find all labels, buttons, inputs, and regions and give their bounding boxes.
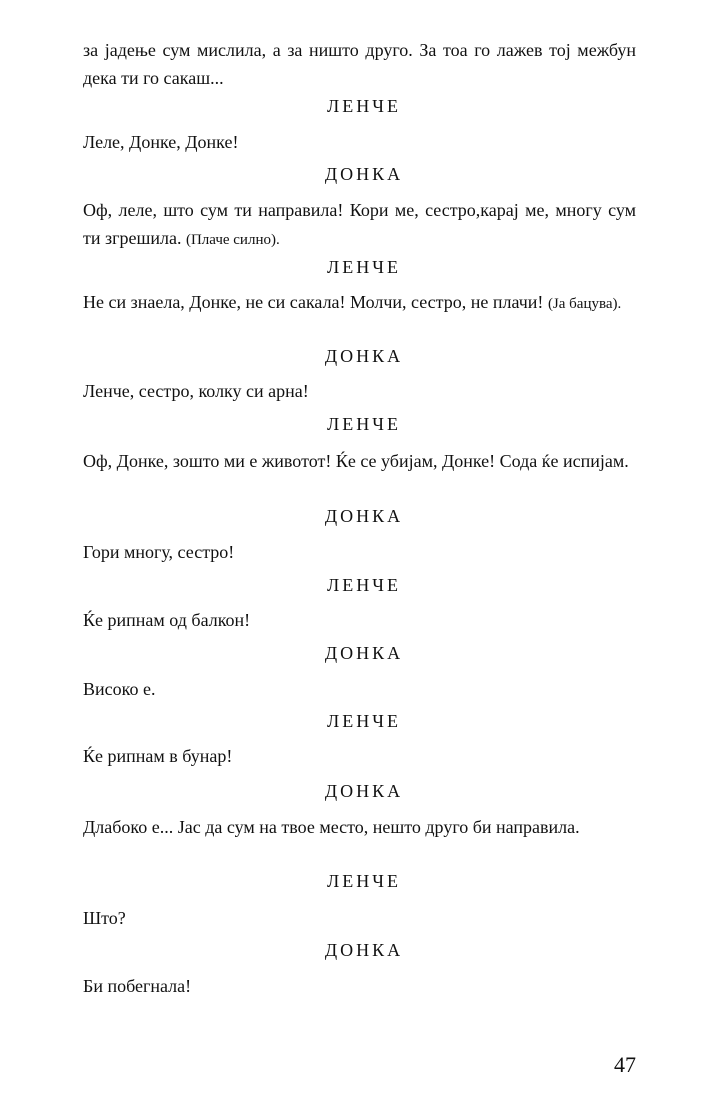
speaker-name — [0, 871, 728, 892]
speaker-name — [0, 346, 728, 367]
speaker-label: ДОНКА — [324, 164, 404, 184]
dialogue-line — [83, 538, 636, 566]
dialogue-line — [83, 447, 636, 475]
stage-direction: (Плаче силно). — [185, 232, 280, 248]
dialogue-line — [83, 196, 636, 254]
speaker-label: ДОНКА — [324, 346, 404, 366]
dialogue-text: Ќе рипнам од балкон! — [83, 610, 251, 630]
dialogue-text-continuation — [83, 36, 636, 92]
speaker-label: ЛЕНЧЕ — [327, 414, 401, 434]
dialogue-line — [83, 606, 636, 634]
dialogue-text: Гори многу, сестро! — [83, 542, 235, 562]
dialogue-text: Што? — [83, 908, 126, 928]
speaker-label: ЛЕНЧЕ — [327, 96, 401, 116]
stage-direction: (Ја бацува). — [547, 296, 622, 312]
speaker-label: ЛЕНЧЕ — [327, 711, 401, 731]
dialogue-line — [83, 742, 636, 770]
dialogue-line — [83, 128, 636, 156]
speaker-name — [0, 575, 728, 596]
speaker-label: ЛЕНЧЕ — [327, 871, 401, 891]
speaker-name — [0, 643, 728, 664]
speaker-name — [0, 506, 728, 527]
speaker-label: ДОНКА — [324, 643, 404, 663]
dialogue-text: Би побегнала! — [83, 976, 192, 996]
dialogue-line — [83, 288, 636, 318]
speaker-label: ДОНКА — [324, 506, 404, 526]
speaker-name — [0, 164, 728, 185]
dialogue-text: Ќе рипнам в бунар! — [83, 746, 233, 766]
dialogue-text: Ленче, сестро, колку си арна! — [83, 381, 309, 401]
dialogue-text: Оф, Донке, зошто ми е животот! Ќе се убијам, Донке! Сода ќе испијам. — [83, 451, 629, 471]
speaker-name — [0, 711, 728, 732]
dialogue-line — [83, 972, 636, 1000]
dialogue-text: Високо е. — [83, 679, 156, 699]
dialogue-text: Оф, леле, што сум ти направила! Кори ме, сестро,карај ме, многу сум ти згрешила. — [83, 200, 636, 248]
speaker-label: ЛЕНЧЕ — [327, 257, 401, 277]
speaker-name — [0, 940, 728, 961]
dialogue-line — [83, 904, 636, 932]
speaker-name — [0, 257, 728, 278]
dialogue-line — [83, 675, 636, 703]
speaker-label: ДОНКА — [324, 781, 404, 801]
speaker-label: ЛЕНЧЕ — [327, 575, 401, 595]
speaker-name — [0, 414, 728, 435]
page-number: 47 — [614, 1052, 636, 1077]
dialogue-text: Не си знаела, Донке, не си сакала! Молчи, сестро, не плачи! — [83, 292, 544, 312]
speaker-name — [0, 96, 728, 117]
speaker-label: ДОНКА — [324, 940, 404, 960]
speaker-name — [0, 781, 728, 802]
dialogue-text: Леле, Донке, Донке! — [83, 132, 239, 152]
dialogue-text: Длабоко е... Јас да сум на твое место, нешто друго би направила. — [83, 817, 580, 837]
dialogue-line — [83, 813, 636, 841]
dialogue-text: за јадење сум мислила, а за ништо друго. За тоа го лажев тој межбун дека ти го сакаш... — [83, 40, 636, 88]
dialogue-line — [83, 377, 636, 405]
